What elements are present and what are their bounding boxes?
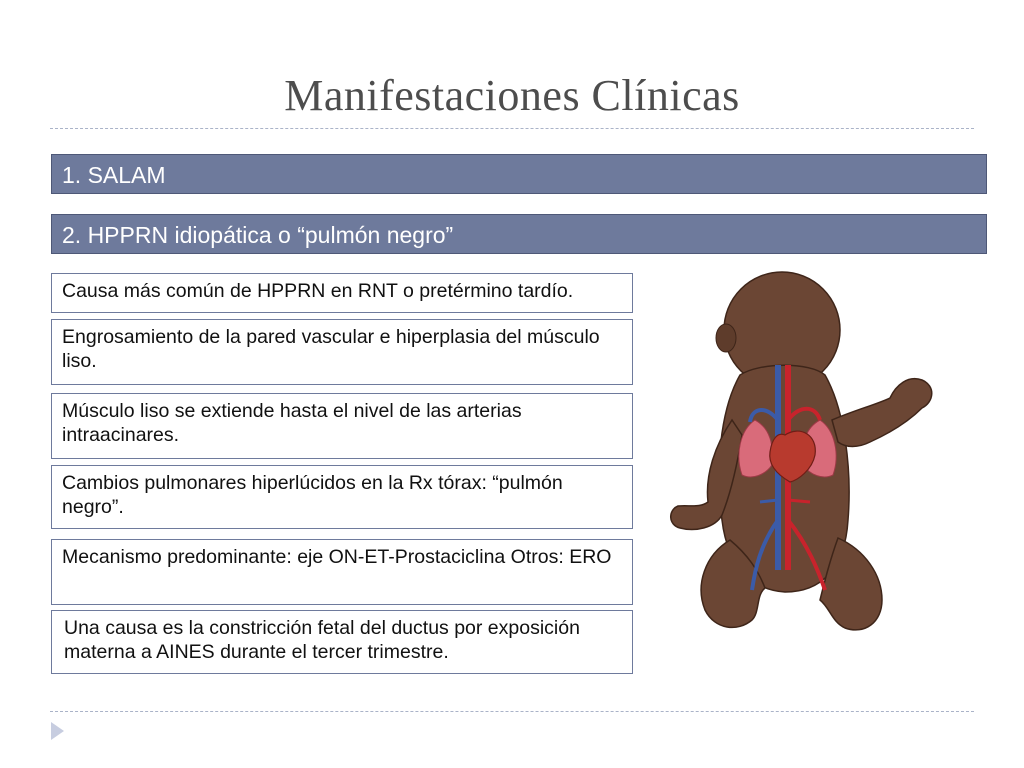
header-salam: 1. SALAM xyxy=(51,154,987,194)
info-box-4: Cambios pulmonares hiperlúcidos en la Rx tórax: “pulmón negro”. xyxy=(51,465,633,529)
info-box-5: Mecanismo predominante: eje ON-ET-Prostaciclina Otros: ERO xyxy=(51,539,633,605)
slide-title: Manifestaciones Clínicas xyxy=(284,71,740,120)
play-triangle-icon xyxy=(51,722,64,740)
info-box-6: Una causa es la constricción fetal del ductus por exposición materna a AINES durante el tercer trimestre. xyxy=(51,610,633,674)
top-divider xyxy=(50,128,974,129)
info-box-3: Músculo liso se extiende hasta el nivel de las arterias intraacinares. xyxy=(51,393,633,459)
info-box-2: Engrosamiento de la pared vascular e hiperplasia del músculo liso. xyxy=(51,319,633,385)
info-box-1: Causa más común de HPPRN en RNT o pretérmino tardío. xyxy=(51,273,633,313)
bottom-divider xyxy=(50,711,974,712)
header-hpprn: 2. HPPRN idiopática o “pulmón negro” xyxy=(51,214,987,254)
infant-circulation-illustration xyxy=(660,270,960,650)
